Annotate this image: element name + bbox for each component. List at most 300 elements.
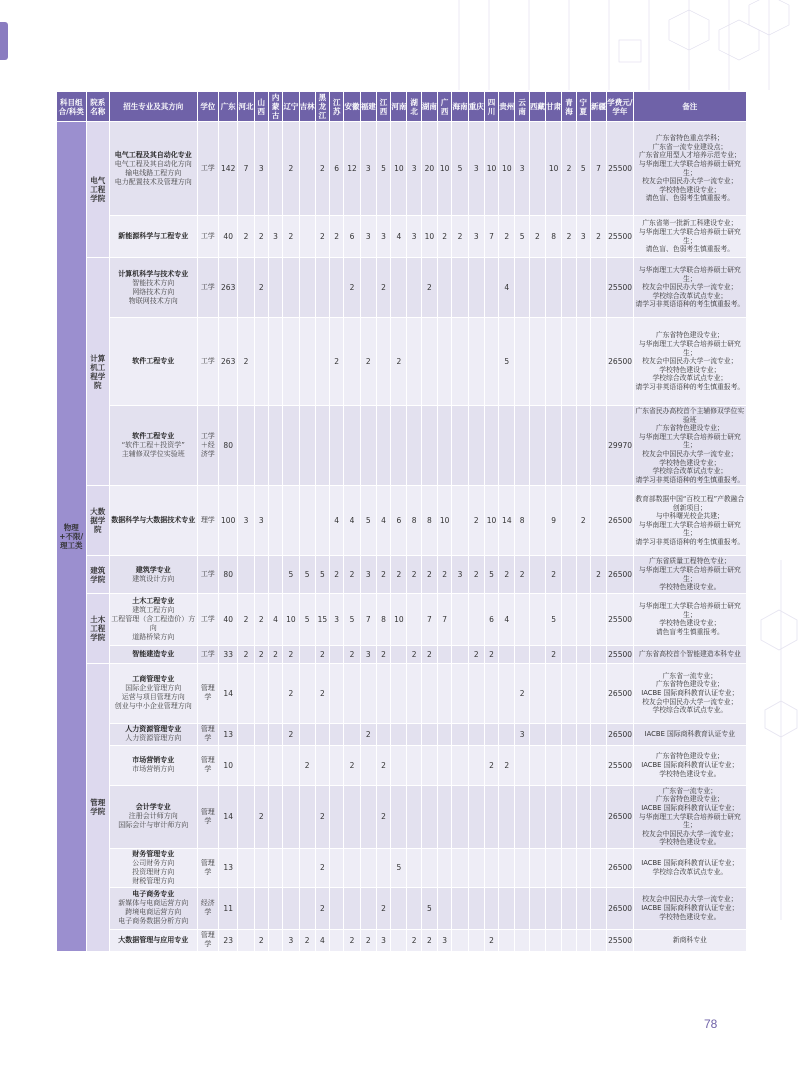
column-header: 河北: [238, 92, 254, 122]
quota-cell: 4: [315, 929, 329, 951]
quota-cell: [391, 929, 407, 951]
tuition-fee-cell: 26500: [607, 848, 633, 887]
quota-cell: [407, 887, 421, 929]
quota-cell: [268, 556, 282, 593]
quota-cell: [330, 887, 344, 929]
quota-cell: 2: [407, 929, 421, 951]
quota-cell: [515, 848, 529, 887]
tuition-fee-cell: 26500: [607, 723, 633, 745]
quota-cell: 3: [515, 122, 529, 216]
quota-cell: 40: [219, 216, 238, 258]
quota-cell: [238, 929, 254, 951]
quota-cell: [562, 318, 576, 406]
major-direction: 跨境电商运营方向: [125, 908, 182, 917]
quota-cell: [283, 887, 299, 929]
quota-cell: 10: [391, 593, 407, 645]
quota-cell: [452, 645, 468, 663]
remark-line: 请学习非英语语种的考生慎重报考。: [635, 382, 745, 391]
quota-cell: [391, 785, 407, 848]
major-cell: [109, 723, 197, 745]
quota-cell: 2: [315, 663, 329, 723]
quota-cell: [438, 318, 452, 406]
quota-cell: 2: [590, 556, 606, 593]
table-row: [57, 406, 747, 486]
quota-cell: [254, 406, 268, 486]
major-cell: [109, 645, 197, 663]
remark-line: 与华南理工大学联合培养硕士研究生；: [638, 227, 741, 245]
quota-cell: [562, 785, 576, 848]
column-header: 河南: [391, 92, 407, 122]
quota-cell: [590, 406, 606, 486]
remarks-cell: [633, 406, 746, 486]
quota-cell: 3: [576, 216, 590, 258]
major-cell: [109, 929, 197, 951]
quota-cell: [529, 723, 545, 745]
quota-cell: [484, 258, 498, 318]
quota-cell: [576, 723, 590, 745]
quota-cell: 33: [219, 645, 238, 663]
college-name-cell: 电气工程学院: [86, 122, 109, 258]
quota-cell: 2: [376, 785, 390, 848]
quota-cell: 7: [421, 593, 437, 645]
quota-cell: 3: [376, 216, 390, 258]
quota-cell: [546, 258, 562, 318]
quota-cell: [468, 745, 484, 785]
quota-cell: 7: [360, 593, 376, 645]
quota-cell: [268, 745, 282, 785]
quota-cell: [529, 486, 545, 556]
column-header: 云南: [515, 92, 529, 122]
quota-cell: 2: [391, 318, 407, 406]
quota-cell: 2: [391, 556, 407, 593]
quota-cell: [590, 318, 606, 406]
column-header: 招生专业及其方向: [109, 92, 197, 122]
degree-cell: 工学: [197, 258, 218, 318]
quota-cell: [529, 663, 545, 723]
major-direction: 新媒体与电商运营方向: [118, 899, 189, 908]
quota-cell: 7: [590, 122, 606, 216]
major-cell: [109, 318, 197, 406]
quota-cell: [499, 848, 515, 887]
quota-cell: [576, 887, 590, 929]
quota-cell: [407, 848, 421, 887]
column-header: 甘肃: [546, 92, 562, 122]
quota-cell: [376, 723, 390, 745]
quota-cell: [268, 929, 282, 951]
quota-cell: [562, 258, 576, 318]
quota-cell: 2: [529, 216, 545, 258]
major-cell: [109, 663, 197, 723]
quota-cell: 4: [376, 486, 390, 556]
remark-line: 广东省特色建设专业；: [655, 680, 724, 689]
quota-cell: 5: [421, 887, 437, 929]
quota-cell: [529, 929, 545, 951]
major-direction: 输电线路工程方向: [125, 168, 182, 177]
major-direction: 建筑工程方向: [132, 605, 175, 614]
remarks-cell: [633, 887, 746, 929]
remark-line: 学校综合改革试点专业；: [652, 291, 728, 300]
quota-cell: [546, 848, 562, 887]
remark-line: 广东省高校首个智能建造本科专业: [638, 649, 741, 658]
remark-line: 学校特色建设专业。: [659, 838, 721, 847]
column-header: 黑龙江: [315, 92, 329, 122]
quota-cell: 4: [499, 593, 515, 645]
quota-cell: [268, 663, 282, 723]
quota-cell: 5: [391, 848, 407, 887]
quota-cell: [515, 406, 529, 486]
quota-cell: [590, 258, 606, 318]
college-name-cell: 计算机工程学院: [86, 258, 109, 486]
tuition-fee-cell: 25500: [607, 122, 633, 216]
major-direction: 物联网技术方向: [128, 296, 178, 305]
quota-cell: 3: [468, 216, 484, 258]
quota-cell: [546, 406, 562, 486]
quota-cell: [562, 645, 576, 663]
quota-cell: [468, 318, 484, 406]
quota-cell: [283, 486, 299, 556]
major-cell: [109, 406, 197, 486]
quota-cell: [360, 663, 376, 723]
remark-line: 与华南理工大学联合培养硕士研究生；: [638, 432, 741, 450]
remark-line: IACBE 国际商科教育认证专业；: [641, 904, 739, 913]
quota-cell: 2: [238, 216, 254, 258]
major-direction: 运营与项目管理方向: [121, 693, 185, 702]
quota-cell: 14: [219, 785, 238, 848]
quota-cell: 8: [421, 486, 437, 556]
major-direction: 电力配置技术及管理方向: [114, 177, 192, 186]
quota-cell: [590, 785, 606, 848]
quota-cell: 5: [546, 593, 562, 645]
quota-cell: [238, 745, 254, 785]
remark-line: 与华南理工大学联合培养硕士研究生；: [638, 266, 741, 283]
column-header: 院系名称: [86, 92, 109, 122]
major-direction: 国际企业管理方向: [125, 684, 182, 693]
quota-cell: [546, 723, 562, 745]
quota-cell: 2: [499, 745, 515, 785]
quota-cell: [268, 785, 282, 848]
quota-cell: 6: [484, 593, 498, 645]
quota-cell: [452, 723, 468, 745]
column-header: 重庆: [468, 92, 484, 122]
major-name: 计算机科学与技术专业: [118, 269, 189, 278]
quota-cell: 4: [344, 486, 360, 556]
quota-cell: [576, 745, 590, 785]
remark-line: 与华南理工大学联合培养硕士研究生；: [638, 520, 741, 538]
quota-cell: [438, 745, 452, 785]
quota-cell: 263: [219, 318, 238, 406]
remarks-cell: [633, 723, 746, 745]
quota-cell: 2: [376, 745, 390, 785]
quota-cell: [238, 556, 254, 593]
quota-cell: [452, 887, 468, 929]
quota-cell: 2: [330, 556, 344, 593]
quota-cell: 10: [499, 122, 515, 216]
quota-cell: 15: [315, 593, 329, 645]
quota-cell: [268, 258, 282, 318]
quota-cell: [562, 593, 576, 645]
quota-cell: [299, 318, 315, 406]
quota-cell: 3: [407, 122, 421, 216]
remarks-cell: [633, 258, 746, 318]
quota-cell: 2: [344, 929, 360, 951]
quota-cell: [452, 929, 468, 951]
remark-line: 请学习非英语语种的考生慎重报考。: [635, 538, 745, 547]
quota-cell: [468, 593, 484, 645]
quota-cell: [268, 318, 282, 406]
major-name: 土木工程专业: [132, 596, 175, 605]
remark-line: 与华南理工大学联合培养硕士研究生；: [638, 602, 741, 619]
college-name-cell: 大数据学院: [86, 486, 109, 556]
tuition-fee-cell: 26500: [607, 887, 633, 929]
quota-cell: 3: [360, 216, 376, 258]
column-header: 贵州: [499, 92, 515, 122]
quota-cell: [238, 406, 254, 486]
quota-cell: [360, 258, 376, 318]
major-direction: 工程管理（含工程造价）方向: [111, 614, 196, 632]
quota-cell: 5: [452, 122, 468, 216]
quota-cell: [299, 122, 315, 216]
quota-cell: [468, 663, 484, 723]
tuition-fee-cell: 25500: [607, 645, 633, 663]
quota-cell: 2: [254, 929, 268, 951]
major-direction: 投资理财方向: [132, 867, 175, 876]
remark-line: 校友会中国民办大学一流专业；: [642, 177, 738, 186]
quota-cell: [499, 887, 515, 929]
quota-cell: [283, 745, 299, 785]
quota-cell: [391, 887, 407, 929]
quota-cell: 10: [391, 122, 407, 216]
quota-cell: [562, 848, 576, 887]
quota-cell: 2: [330, 216, 344, 258]
quota-cell: [344, 663, 360, 723]
quota-cell: 11: [219, 887, 238, 929]
quota-cell: [407, 723, 421, 745]
quota-cell: [299, 486, 315, 556]
quota-cell: 5: [499, 318, 515, 406]
quota-cell: 10: [438, 486, 452, 556]
quota-cell: 3: [254, 486, 268, 556]
quota-cell: [515, 258, 529, 318]
remarks-cell: [633, 663, 746, 723]
quota-cell: [499, 785, 515, 848]
quota-cell: [391, 663, 407, 723]
quota-cell: [576, 406, 590, 486]
column-header: 科目组合/科类: [57, 92, 87, 122]
quota-cell: 2: [376, 556, 390, 593]
remark-line: IACBE 国际商科教育认证专业；: [641, 803, 739, 812]
remarks-cell: [633, 122, 746, 216]
quota-cell: 10: [484, 486, 498, 556]
degree-cell: 管理学: [197, 785, 218, 848]
major-name: 工商管理专业: [132, 675, 175, 684]
column-header: 福建: [360, 92, 376, 122]
quota-cell: 2: [344, 745, 360, 785]
quota-cell: 80: [219, 406, 238, 486]
quota-cell: [590, 593, 606, 645]
quota-cell: [421, 663, 437, 723]
major-name: 新能源科学与工程专业: [118, 232, 189, 240]
quota-cell: 5: [576, 122, 590, 216]
remark-line: 学校特色建设专业；: [659, 619, 721, 628]
quota-cell: [484, 723, 498, 745]
quota-cell: 2: [515, 556, 529, 593]
quota-cell: [438, 785, 452, 848]
quota-cell: 2: [315, 122, 329, 216]
quota-cell: 2: [360, 723, 376, 745]
quota-cell: [344, 848, 360, 887]
quota-cell: 3: [360, 556, 376, 593]
remark-line: 与华南理工大学联合培养硕士研究生；: [638, 159, 741, 177]
major-cell: [109, 258, 197, 318]
quota-cell: [299, 848, 315, 887]
table-row: [57, 887, 747, 929]
quota-cell: 5: [360, 486, 376, 556]
quota-cell: [576, 848, 590, 887]
major-name: 会计学专业: [135, 803, 171, 812]
quota-cell: [283, 785, 299, 848]
quota-cell: [254, 318, 268, 406]
quota-cell: [254, 848, 268, 887]
quota-cell: 3: [330, 593, 344, 645]
remark-line: 校友会中国民办大学一流专业；: [642, 697, 738, 706]
column-header: 广西: [438, 92, 452, 122]
quota-cell: [562, 486, 576, 556]
remarks-cell: [633, 216, 746, 258]
quota-cell: [529, 406, 545, 486]
remark-line: 广东省第一批新工科建设专业；: [642, 219, 738, 228]
table-row: [57, 318, 747, 406]
major-name: 智能建造专业: [132, 649, 175, 658]
quota-cell: [590, 645, 606, 663]
quota-cell: 2: [484, 929, 498, 951]
quota-cell: 5: [515, 216, 529, 258]
quota-cell: [562, 723, 576, 745]
quota-cell: 10: [283, 593, 299, 645]
quota-cell: 2: [499, 556, 515, 593]
quota-cell: [299, 216, 315, 258]
quota-cell: [438, 645, 452, 663]
table-row: [57, 122, 747, 216]
quota-cell: [330, 848, 344, 887]
major-direction: 智能技术方向: [132, 278, 175, 287]
quota-cell: [452, 785, 468, 848]
major-cell: [109, 486, 197, 556]
quota-cell: 2: [283, 723, 299, 745]
quota-cell: 2: [590, 216, 606, 258]
quota-cell: 2: [315, 785, 329, 848]
quota-cell: 2: [254, 258, 268, 318]
major-direction: 道路桥梁方向: [132, 632, 175, 641]
quota-cell: [576, 593, 590, 645]
quota-cell: [576, 556, 590, 593]
quota-cell: [499, 663, 515, 723]
quota-cell: 2: [421, 258, 437, 318]
quota-cell: 5: [376, 122, 390, 216]
quota-cell: [562, 929, 576, 951]
major-cell: [109, 556, 197, 593]
quota-cell: 40: [219, 593, 238, 645]
quota-cell: [330, 645, 344, 663]
remark-line: 学校综合改革试点专业。: [652, 867, 728, 876]
quota-cell: 2: [376, 887, 390, 929]
remarks-cell: [633, 785, 746, 848]
major-direction: 国际会计与审计师方向: [118, 821, 189, 830]
quota-cell: [254, 723, 268, 745]
remarks-cell: [633, 486, 746, 556]
quota-cell: [330, 406, 344, 486]
quota-cell: 2: [268, 645, 282, 663]
remark-line: 与华南理工大学联合培养硕士研究生；: [638, 812, 741, 830]
quota-cell: [407, 258, 421, 318]
quota-cell: [330, 929, 344, 951]
quota-cell: 2: [452, 216, 468, 258]
remark-line: 校友会中国民办大学一流专业；: [642, 283, 738, 292]
quota-cell: 3: [360, 645, 376, 663]
quota-cell: [299, 258, 315, 318]
quota-cell: 7: [438, 593, 452, 645]
quota-cell: [315, 406, 329, 486]
column-header: 湖北: [407, 92, 421, 122]
remarks-cell: [633, 848, 746, 887]
remark-line: 学校特色建设专业；: [659, 458, 721, 467]
quota-cell: 2: [407, 556, 421, 593]
college-name-cell: 土木工程学院: [86, 593, 109, 663]
table-row: [57, 216, 747, 258]
remark-line: IACBE 国际商科教育认证专业；: [641, 760, 739, 769]
quota-cell: [315, 723, 329, 745]
table-row: [57, 486, 747, 556]
major-direction: 电子商务数据分析方向: [118, 917, 189, 926]
quota-cell: [576, 929, 590, 951]
quota-cell: [499, 723, 515, 745]
quota-cell: 2: [376, 645, 390, 663]
remark-line: 请学习非英语语种的考生慎重报考。: [635, 300, 745, 309]
major-direction: 创业与中小企业管理方向: [114, 702, 192, 711]
remark-line: IACBE 国际商科教育认证专业: [644, 729, 735, 738]
quota-cell: [268, 848, 282, 887]
quota-cell: 3: [376, 929, 390, 951]
quota-cell: [238, 258, 254, 318]
quota-cell: [468, 887, 484, 929]
remarks-cell: [633, 745, 746, 785]
quota-cell: [391, 258, 407, 318]
quota-cell: 2: [315, 887, 329, 929]
major-direction: 注册会计师方向: [128, 812, 178, 821]
quota-cell: [299, 785, 315, 848]
quota-cell: [438, 258, 452, 318]
table-row: [57, 645, 747, 663]
degree-cell: 管理学: [197, 848, 218, 887]
quota-cell: [391, 723, 407, 745]
quota-cell: [484, 406, 498, 486]
quota-cell: 2: [484, 645, 498, 663]
quota-cell: 2: [546, 556, 562, 593]
major-direction: 主辅修双学位实验班: [121, 450, 185, 459]
quota-cell: [421, 848, 437, 887]
quota-cell: [238, 663, 254, 723]
college-name-cell: 管理学院: [86, 663, 109, 951]
degree-cell: 工学: [197, 593, 218, 645]
tuition-fee-cell: 26500: [607, 556, 633, 593]
quota-cell: [330, 723, 344, 745]
major-cell: [109, 216, 197, 258]
quota-cell: 2: [562, 122, 576, 216]
major-direction: 电气工程及其自动化方向: [114, 159, 192, 168]
table-row: [57, 258, 747, 318]
quota-cell: [360, 745, 376, 785]
major-direction: 财税管理方向: [132, 876, 175, 885]
quota-cell: [546, 318, 562, 406]
